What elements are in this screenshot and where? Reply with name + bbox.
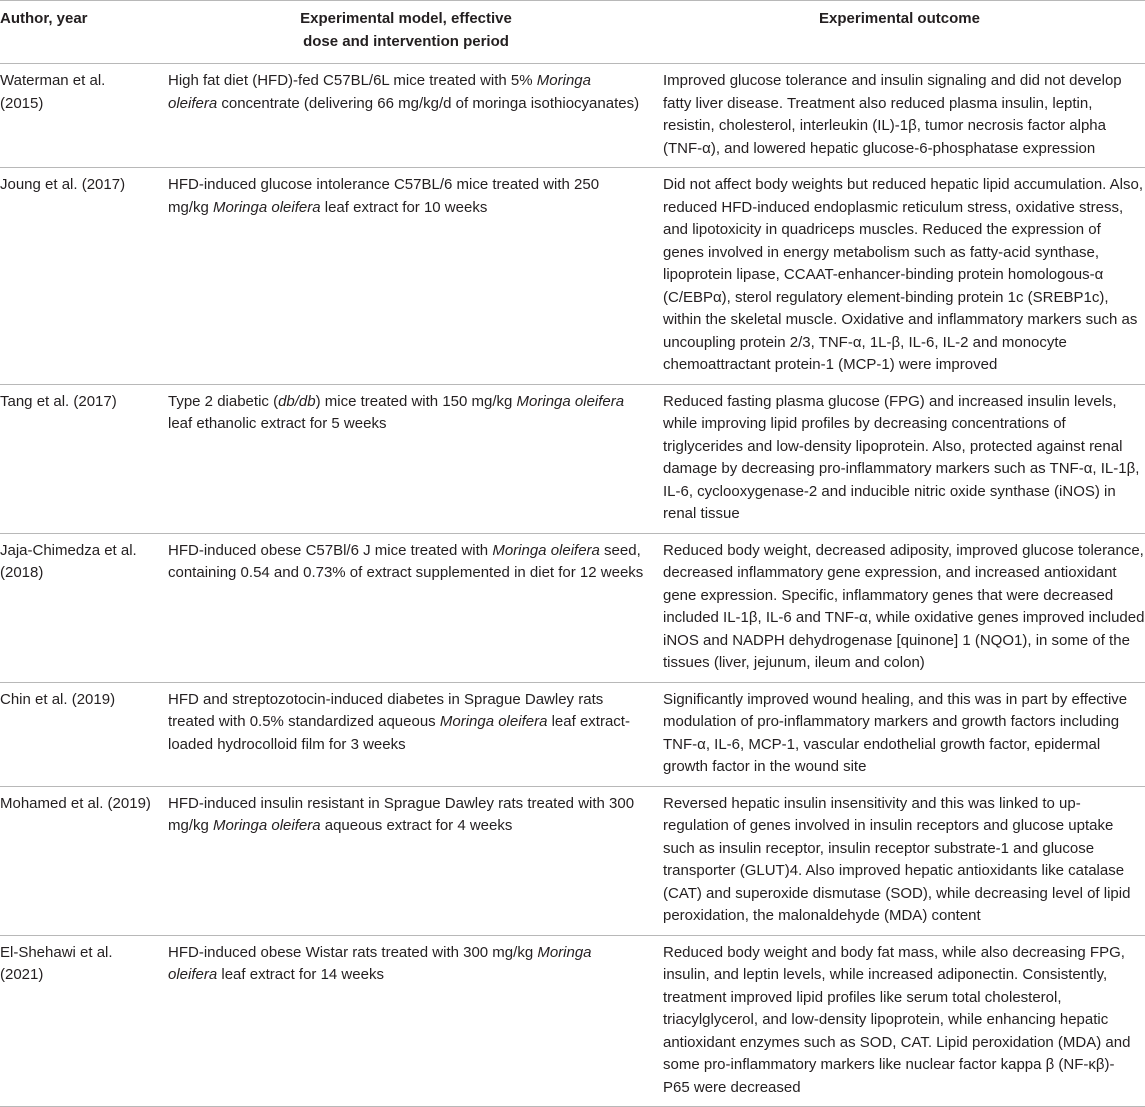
table-row (0, 786, 1145, 935)
outcome-cell: Reduced body weight and body fat mass, while also decreasing FPG, insulin, and leptin levels, while increased adiponectin. Consistently, treatment improved lipid profiles like serum total cholesterol, triacylglycerol, and low-density lipoprotein, while enhancing hepatic antioxidant enzymes such as SOD, CAT. Lipid peroxidation (MDA) and some pro-inflammatory markers like nuclear factor kappa β (NF-κβ)- P65 were decreased (654, 935, 1145, 1107)
outcome-cell: Reduced fasting plasma glucose (FPG) and increased insulin levels, while improving lipid profiles by decreasing concentrations of triglycerides and low-density lipoprotein. Also, protected against renal damage by decreasing pro-inflammatory markers such as TNF-α, IL-1β, IL-6, cyclooxygenase-2 and inducible nitric oxide synthase (iNOS) in renal tissue (654, 384, 1145, 533)
table-row (0, 682, 1145, 786)
model-cell: HFD-induced obese Wistar rats treated with 300 mg/kg Moringa oleifera leaf extract for 14 weeks (158, 935, 654, 1107)
header-experimental-model: Experimental model, effective dose and intervention period (158, 1, 654, 64)
author-cell: Waterman et al. (2015) (0, 64, 158, 168)
table-row (0, 64, 1145, 168)
author-cell: Jaja-Chimedza et al. (2018) (0, 533, 158, 682)
model-cell: Type 2 diabetic (db/db) mice treated with 150 mg/kg Moringa oleifera leaf ethanolic extract for 5 weeks (158, 384, 654, 533)
model-cell: HFD and streptozotocin-induced diabetes in Sprague Dawley rats treated with 0.5% standardized aqueous Moringa oleifera leaf extract-loaded hydrocolloid film for 3 weeks (158, 682, 654, 786)
header-author-year: Author, year (0, 1, 158, 64)
table-row (0, 935, 1145, 1107)
model-cell: HFD-induced insulin resistant in Sprague Dawley rats treated with 300 mg/kg Moringa oleifera aqueous extract for 4 weeks (158, 786, 654, 935)
model-cell: HFD-induced glucose intolerance C57BL/6 mice treated with 250 mg/kg Moringa oleifera leaf extract for 10 weeks (158, 168, 654, 385)
table-row (0, 168, 1145, 385)
author-cell: Tang et al. (2017) (0, 384, 158, 533)
table-row (0, 384, 1145, 533)
header-experimental-outcome: Experimental outcome (654, 1, 1145, 64)
author-cell: Joung et al. (2017) (0, 168, 158, 385)
outcome-cell: Reversed hepatic insulin insensitivity and this was linked to up-regulation of genes involved in insulin receptors and glucose uptake such as insulin receptor, insulin receptor substrate-1 and glucose transporter (GLUT)4. Also improved hepatic antioxidants like catalase (CAT) and superoxide dismutase (SOD), while decreasing level of lipid peroxidation, the malonaldehyde (MDA) content (654, 786, 1145, 935)
author-cell: El-Shehawi et al. (2021) (0, 935, 158, 1107)
model-cell: HFD-induced obese C57Bl/6 J mice treated with Moringa oleifera seed, containing 0.54 and 0.73% of extract supplemented in diet for 12 weeks (158, 533, 654, 682)
author-cell: Mohamed et al. (2019) (0, 786, 158, 935)
outcome-cell: Did not affect body weights but reduced hepatic lipid accumulation. Also, reduced HFD-induced endoplasmic reticulum stress, oxidative stress, and lipotoxicity in quadriceps muscles. Reduced the expression of genes involved in energy metabolism such as fatty-acid synthase, lipoprotein lipase, CCAAT-enhancer-binding protein homologous-α (C/EBPα), sterol regulatory element-binding protein 1c (SREBP1c), within the skeletal muscle. Oxidative and inflammatory markers such as uncoupling protein 2/3, TNF-α, 1L-β, IL-6, IL-2 and monocyte chemoattractant protein-1 (MCP-1) were improved (654, 168, 1145, 385)
model-cell: High fat diet (HFD)-fed C57BL/6L mice treated with 5% Moringa oleifera concentrate (delivering 66 mg/kg/d of moringa isothiocyanates) (158, 64, 654, 168)
header-row (0, 1, 1145, 64)
table-row (0, 533, 1145, 682)
outcome-cell: Significantly improved wound healing, and this was in part by effective modulation of pro-inflammatory markers and growth factors including TNF-α, IL-6, MCP-1, vascular endothelial growth factor, epidermal growth factor in the wound site (654, 682, 1145, 786)
author-cell: Chin et al. (2019) (0, 682, 158, 786)
outcome-cell: Reduced body weight, decreased adiposity, improved glucose tolerance, decreased inflammatory gene expression, and increased antioxidant gene expression. Specific, inflammatory genes that were decreased included IL-1β, IL-6 and TNF-α, while oxidative genes improved included iNOS and NADPH dehydrogenase [quinone] 1 (NQO1), in some of the tissues (liver, jejunum, ileum and colon) (654, 533, 1145, 682)
outcome-cell: Improved glucose tolerance and insulin signaling and did not develop fatty liver disease. Treatment also reduced plasma insulin, leptin, resistin, cholesterol, interleukin (IL)-1β, tumor necrosis factor alpha (TNF-α), and lowered hepatic glucose-6-phosphatase expression (654, 64, 1145, 168)
